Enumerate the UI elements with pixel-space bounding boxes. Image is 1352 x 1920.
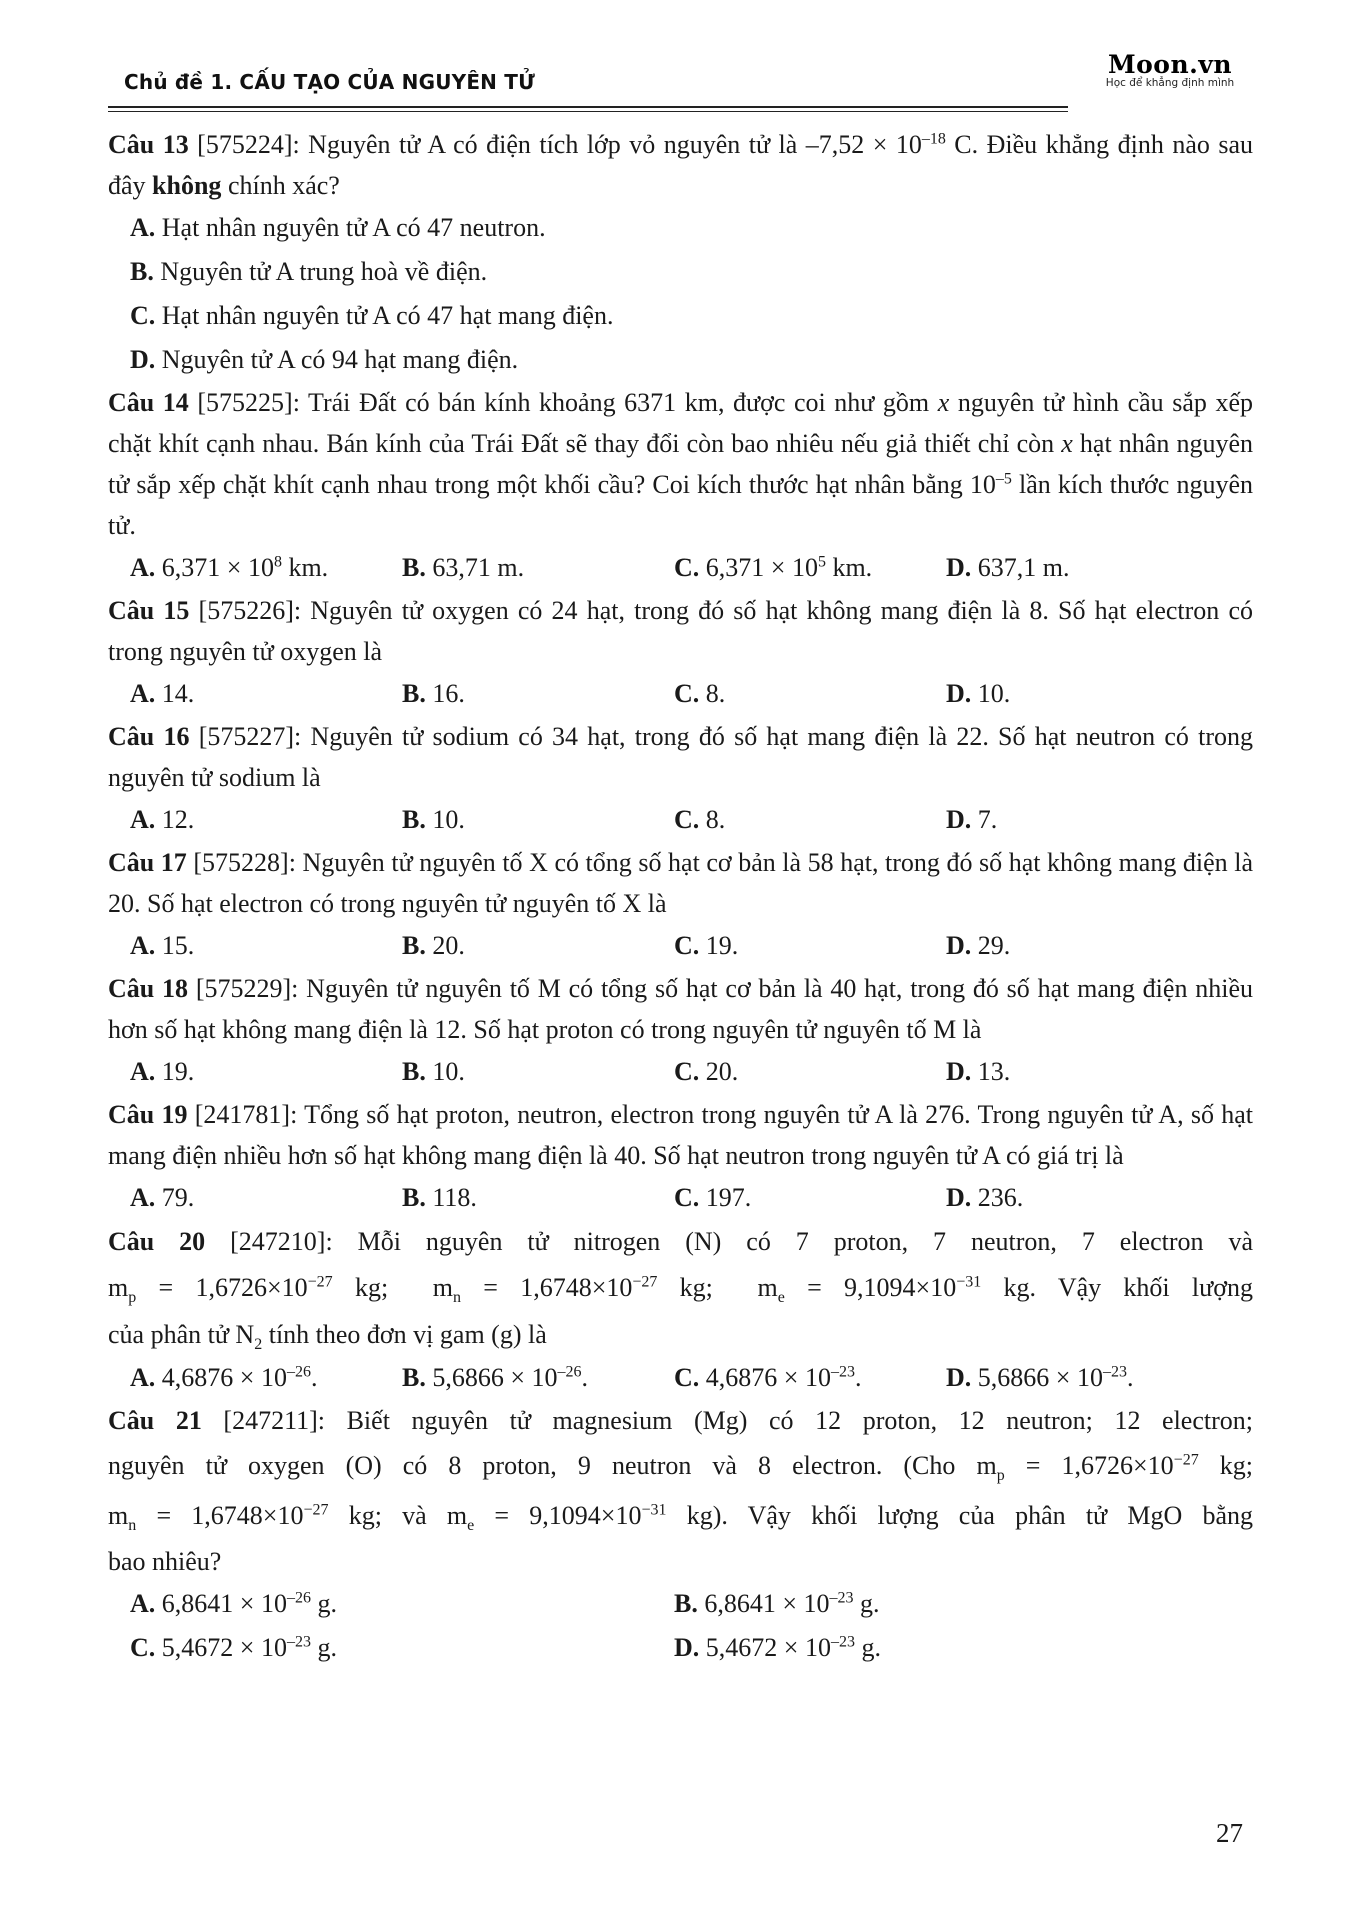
symbol-m: m (757, 1273, 778, 1302)
option-unit: . (854, 1363, 862, 1392)
option-text: 4,6876 × 10 (155, 1363, 287, 1392)
option-letter: C. (674, 1363, 700, 1392)
option-unit: g. (854, 1633, 881, 1662)
option-letter: D. (946, 553, 972, 582)
option-d[interactable] (946, 924, 1218, 968)
stem-text: Nguyên tử A có điện tích lớp vỏ nguyên tử là –7,52 × 10 (299, 130, 922, 159)
option-text: Nguyên tử A trung hoà về điện. (153, 257, 488, 286)
exponent: −31 (956, 1273, 982, 1291)
option-letter: A. (130, 679, 156, 708)
question-id: [575226]: (198, 596, 302, 625)
option-unit: km. (825, 553, 873, 582)
option-letter: D. (674, 1633, 700, 1662)
logo-text: Moon.vn (1107, 50, 1233, 79)
option-text: 29. (971, 931, 1011, 960)
question-stem (108, 590, 1253, 672)
option-text: 197. (699, 1183, 752, 1212)
subscript: n (128, 1517, 137, 1535)
option-unit: . (1126, 1363, 1134, 1392)
option-d[interactable] (674, 1626, 1218, 1670)
question-id: [247211]: (223, 1406, 325, 1435)
option-text: 10. (425, 805, 465, 834)
option-c[interactable] (674, 546, 946, 590)
question-label: Câu 15 (108, 596, 190, 625)
option-b[interactable] (674, 1582, 1218, 1626)
option-b[interactable] (402, 1050, 674, 1094)
stem-text: nguyên tử oxygen (O) có 8 proton, 9 neutron và 8 electron. (Cho (108, 1451, 977, 1480)
option-a[interactable] (130, 1176, 402, 1220)
option-text: 79. (155, 1183, 195, 1212)
option-text: 20. (425, 931, 465, 960)
unit: kg. (981, 1273, 1037, 1302)
stem-text: Nguyên tử sodium có 34 hạt, trong đó số hạt mang điện là 22. Số hạt neutron có trong nguyên tử sodium là (108, 722, 1253, 792)
option-letter: D. (946, 1057, 972, 1086)
stem-text: Vậy khối lượng của phân tử MgO bằng (727, 1501, 1253, 1530)
option-letter: D. (946, 679, 972, 708)
option-d[interactable] (130, 338, 1253, 382)
option-letter: A. (130, 553, 156, 582)
question-13 (108, 124, 1253, 382)
option-text: 20. (699, 1057, 739, 1086)
subscript: e (777, 1289, 785, 1307)
option-b[interactable] (402, 546, 674, 590)
option-c[interactable] (130, 1626, 674, 1670)
option-text: 6,8641 × 10 (697, 1589, 830, 1618)
option-letter: B. (402, 931, 426, 960)
moon-logo (1090, 50, 1250, 89)
exponent: –26 (557, 1363, 582, 1381)
question-label: Câu 17 (108, 848, 187, 877)
question-label: Câu 13 (108, 130, 189, 159)
option-letter: B. (130, 257, 154, 286)
stem-text: Trái Đất có bán kính khoảng 6371 km, được coi như gồm (299, 388, 938, 417)
options (108, 924, 1253, 968)
option-text: 6,8641 × 10 (155, 1589, 287, 1618)
question-stem-end (108, 1313, 1253, 1356)
option-b[interactable] (402, 1176, 674, 1220)
logo-tagline: Học để khẳng định mình (1105, 77, 1235, 89)
option-letter: D. (130, 345, 156, 374)
question-id: [575229]: (195, 974, 299, 1003)
emphasis: không (152, 171, 222, 200)
option-letter: A. (130, 1589, 156, 1618)
option-a[interactable] (130, 1582, 674, 1626)
option-a[interactable] (130, 672, 402, 716)
question-label: Câu 18 (108, 974, 189, 1003)
exponent: −27 (1173, 1451, 1199, 1469)
question-17 (108, 842, 1253, 968)
value: = 9,1094×10 (474, 1501, 642, 1530)
exponent: −27 (307, 1273, 333, 1291)
option-letter: D. (946, 805, 972, 834)
option-text: 5,4672 × 10 (155, 1633, 287, 1662)
exponent: –23 (830, 1363, 855, 1381)
unit: kg; và (328, 1501, 447, 1530)
header-double-rule (108, 106, 1068, 112)
exponent: 5 (817, 553, 826, 571)
question-stem (108, 1220, 1253, 1263)
question-label: Câu 21 (108, 1406, 202, 1435)
option-a[interactable] (130, 206, 1253, 250)
symbol-m: m (976, 1451, 997, 1480)
stem-text: Nguyên tử oxygen có 24 hạt, trong đó số hạt không mang điện là 8. Số hạt electron có trong nguyên tử oxygen là (108, 596, 1253, 666)
option-letter: D. (946, 931, 972, 960)
option-text: 19. (155, 1057, 195, 1086)
subscript: n (452, 1289, 461, 1307)
mass-proton (976, 1451, 1253, 1485)
value: = 1,6726×10 (136, 1273, 308, 1302)
options (108, 546, 1253, 590)
option-a[interactable] (130, 1356, 402, 1400)
exponent: –23 (286, 1633, 311, 1651)
option-letter: C. (674, 931, 700, 960)
option-d[interactable] (946, 1050, 1218, 1094)
unit: kg; (332, 1273, 389, 1302)
symbol-m: m (108, 1501, 129, 1530)
option-unit: . (581, 1363, 589, 1392)
stem-text: Biết nguyên tử magnesium (Mg) có 12 proton, 12 neutron; 12 electron; (325, 1406, 1253, 1435)
option-text: 13. (971, 1057, 1011, 1086)
option-letter: A. (130, 931, 156, 960)
question-stem (108, 842, 1253, 924)
option-text: 16. (425, 679, 465, 708)
value: = 9,1094×10 (784, 1273, 957, 1302)
exponent: –18 (921, 130, 946, 148)
variable-x: x (1061, 429, 1073, 458)
value: = 1,6748×10 (136, 1501, 304, 1530)
option-text: 12. (155, 805, 195, 834)
question-label: Câu 20 (108, 1227, 206, 1256)
option-d[interactable] (946, 672, 1218, 716)
option-b[interactable] (402, 924, 674, 968)
option-a[interactable] (130, 546, 402, 590)
option-letter: C. (130, 301, 156, 330)
option-c[interactable] (674, 924, 946, 968)
exponent: –5 (995, 470, 1012, 488)
exponent: –26 (286, 1589, 311, 1607)
question-stem (108, 1400, 1253, 1441)
unit: kg). (666, 1501, 728, 1530)
option-text: 637,1 m. (971, 553, 1070, 582)
option-text: 6,371 × 10 (699, 553, 818, 582)
exponent: –23 (830, 1633, 855, 1651)
chapter-title: Chủ đề 1. CẤU TẠO CỦA NGUYÊN TỬ (124, 70, 536, 94)
options (108, 1176, 1253, 1220)
option-text: 10. (971, 679, 1011, 708)
symbol-m: m (108, 1273, 129, 1302)
option-unit: . (310, 1363, 318, 1392)
question-id: [247210]: (230, 1227, 333, 1256)
option-letter: B. (402, 1363, 426, 1392)
question-21 (108, 1400, 1253, 1670)
question-id: [575228]: (193, 848, 296, 877)
option-unit: g. (310, 1633, 337, 1662)
option-letter: B. (402, 805, 426, 834)
options (108, 672, 1253, 716)
option-letter: D. (946, 1363, 972, 1392)
option-letter: B. (402, 1183, 426, 1212)
stem-text: Nguyên tử nguyên tố M có tổng số hạt cơ bản là 40 hạt, trong đó số hạt mang điện nhiều hơn số hạt không mang điện là 12. Số hạt proton có trong nguyên tử nguyên tố M là (108, 974, 1253, 1044)
question-15 (108, 590, 1253, 716)
option-letter: C. (674, 679, 700, 708)
option-d[interactable] (946, 1356, 1218, 1400)
option-text: 4,6876 × 10 (699, 1363, 831, 1392)
option-letter: B. (674, 1589, 698, 1618)
question-stem (108, 1094, 1253, 1176)
option-letter: C. (674, 1057, 700, 1086)
option-b[interactable] (402, 798, 674, 842)
option-letter: B. (402, 553, 426, 582)
option-text: 14. (155, 679, 195, 708)
option-a[interactable] (130, 924, 402, 968)
subscript: 2 (254, 1336, 263, 1354)
question-stem-end (108, 1541, 1253, 1582)
option-c[interactable] (674, 672, 946, 716)
option-d[interactable] (946, 546, 1186, 590)
option-a[interactable] (130, 1050, 402, 1094)
exponent: −27 (632, 1273, 658, 1291)
option-b[interactable] (402, 1356, 674, 1400)
stem-text: C. Điều khẳng định nào sau đây (108, 130, 1253, 200)
option-b[interactable] (402, 672, 674, 716)
option-letter: C. (674, 1183, 700, 1212)
options (108, 1050, 1253, 1094)
mass-proton (108, 1273, 389, 1307)
option-text: 5,6866 × 10 (425, 1363, 558, 1392)
option-unit: g. (310, 1589, 337, 1618)
question-18 (108, 968, 1253, 1094)
option-text: 8. (699, 805, 726, 834)
value: = 1,6726×10 (1004, 1451, 1174, 1480)
options (108, 798, 1253, 842)
variable-x: x (937, 388, 950, 417)
option-text: 10. (425, 1057, 465, 1086)
option-text: 5,4672 × 10 (699, 1633, 831, 1662)
option-c[interactable] (674, 1356, 946, 1400)
options (108, 1356, 1253, 1400)
option-b[interactable] (130, 250, 1253, 294)
option-c[interactable] (674, 1176, 946, 1220)
stem-text: tính theo đơn vị gam (g) là (262, 1320, 547, 1349)
exponent: –23 (1102, 1363, 1127, 1381)
option-letter: A. (130, 805, 156, 834)
question-20 (108, 1220, 1253, 1400)
option-letter: A. (130, 1183, 156, 1212)
option-text: 118. (425, 1183, 477, 1212)
option-d[interactable] (946, 798, 1218, 842)
option-text: 236. (971, 1183, 1024, 1212)
option-text: Nguyên tử A có 94 hạt mang điện. (155, 345, 519, 374)
question-stem (108, 968, 1253, 1050)
stem-text: bao nhiêu? (108, 1547, 222, 1576)
question-id: [241781]: (194, 1100, 298, 1129)
unit: kg; (657, 1273, 713, 1302)
question-stem (108, 382, 1253, 546)
mass-electron (757, 1273, 1037, 1307)
stem-text: chính xác? (221, 171, 340, 200)
symbol-m: m (432, 1273, 453, 1302)
stem-text: Mỗi nguyên tử nitrogen (N) có 7 proton, 7 neutron, 7 electron và (332, 1227, 1254, 1256)
mass-neutron (108, 1501, 447, 1535)
exponent: −27 (303, 1501, 329, 1519)
option-text: 63,71 m. (425, 553, 525, 582)
page-number: 27 (1216, 1818, 1243, 1848)
value: = 1,6748×10 (460, 1273, 633, 1302)
stem-text: lần kích thước nguyên tử. (108, 470, 1254, 540)
stem-text: nguyên tử hình cầu sắp xếp chặt khít cạnh nhau. Bán kính của Trái Đất sẽ thay đổi còn bao nhiêu nếu giả thiết chỉ còn (108, 388, 1253, 458)
option-text: 5,6866 × 10 (971, 1363, 1103, 1392)
option-letter: A. (130, 1057, 156, 1086)
option-letter: C. (674, 553, 700, 582)
option-d[interactable] (946, 1176, 1218, 1220)
question-list (108, 124, 1253, 1670)
subscript: p (996, 1467, 1005, 1485)
option-text: 7. (971, 805, 998, 834)
question-stem-line3 (108, 1491, 1253, 1541)
question-stem (108, 716, 1253, 798)
option-text: Hạt nhân nguyên tử A có 47 neutron. (155, 213, 546, 242)
question-stem-line2 (108, 1441, 1253, 1491)
question-label: Câu 16 (108, 722, 190, 751)
stem-text: Tổng số hạt proton, neutron, electron trong nguyên tử A là 276. Trong nguyên tử A, số hạt mang điện nhiều hơn số hạt không mang điện là 40. Số hạt neutron trong nguyên tử A có giá trị là (108, 1100, 1253, 1170)
options (108, 1582, 1250, 1670)
question-id: [575224]: (197, 130, 300, 159)
option-unit: g. (853, 1589, 880, 1618)
question-id: [575227]: (198, 722, 302, 751)
stem-text: của phân tử N (108, 1320, 255, 1349)
option-text: 6,371 × 10 (155, 553, 274, 582)
option-c[interactable] (674, 798, 946, 842)
mass-electron (446, 1501, 728, 1535)
stem-text: hạt nhân nguyên tử sắp xếp chặt khít cạnh nhau trong một khối cầu? Coi kích thước hạt nhân bằng 10 (108, 429, 1254, 499)
option-letter: B. (402, 679, 426, 708)
mass-constants (108, 1263, 1253, 1313)
option-letter: C. (130, 1633, 156, 1662)
stem-text: Vậy khối lượng (1036, 1273, 1253, 1302)
question-label: Câu 14 (108, 388, 189, 417)
question-14 (108, 382, 1253, 590)
question-stem (108, 124, 1253, 206)
option-text: 8. (699, 679, 726, 708)
exponent: 8 (273, 553, 282, 571)
option-text: Hạt nhân nguyên tử A có 47 hạt mang điện. (155, 301, 614, 330)
option-text: 15. (155, 931, 195, 960)
option-letter: D. (946, 1183, 972, 1212)
option-letter: A. (130, 1363, 156, 1392)
unit: kg; (1198, 1451, 1253, 1480)
option-c[interactable] (130, 294, 1253, 338)
question-19 (108, 1094, 1253, 1220)
option-unit: km. (281, 553, 329, 582)
subscript: p (128, 1289, 137, 1307)
option-a[interactable] (130, 798, 402, 842)
symbol-m: m (446, 1501, 468, 1530)
mass-neutron (432, 1273, 713, 1307)
option-text: 19. (699, 931, 739, 960)
question-label: Câu 19 (108, 1100, 188, 1129)
question-id: [575225]: (197, 388, 300, 417)
exponent: −31 (641, 1501, 667, 1519)
stem-text: Nguyên tử nguyên tố X có tổng số hạt cơ bản là 58 hạt, trong đó số hạt không mang điện là 20. Số hạt electron có trong nguyên tử nguyên tố X là (108, 848, 1253, 918)
subscript: e (467, 1517, 475, 1535)
exponent: –23 (829, 1589, 854, 1607)
exponent: –26 (286, 1363, 311, 1381)
option-letter: A. (130, 213, 156, 242)
option-c[interactable] (674, 1050, 946, 1094)
question-16 (108, 716, 1253, 842)
option-letter: C. (674, 805, 700, 834)
options (108, 206, 1253, 382)
option-letter: B. (402, 1057, 426, 1086)
